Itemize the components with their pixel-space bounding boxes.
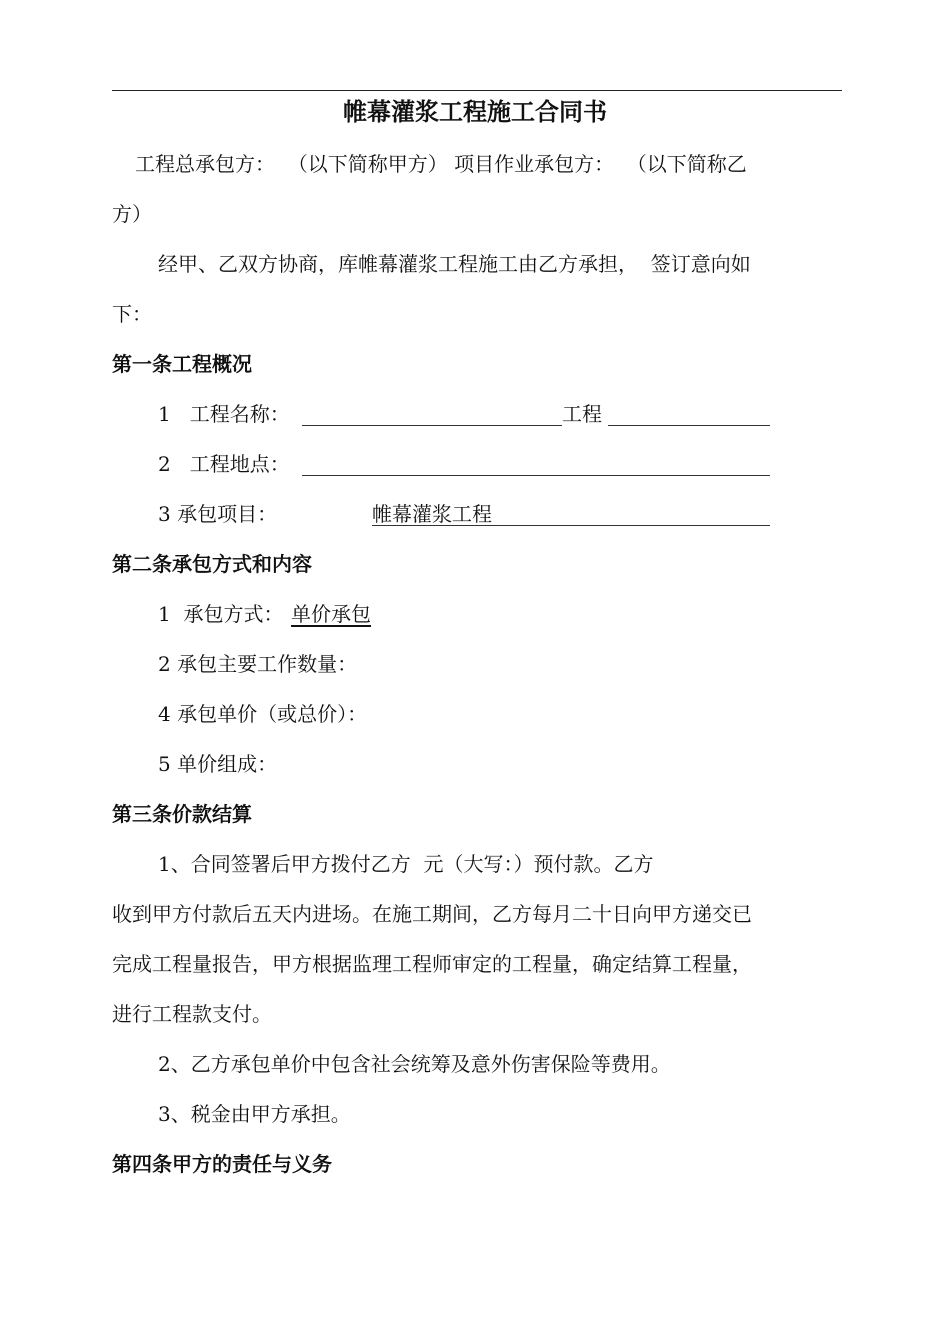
article-4-heading: 第四条甲方的责任与义务 — [112, 1152, 332, 1176]
project-name-blank-2 — [608, 425, 770, 426]
settlement-p3: 3、税金由甲方承担。 — [158, 1102, 351, 1126]
contract-method-value: 单价承包 — [291, 602, 371, 626]
parties-line-2: 方） — [112, 202, 152, 226]
price-composition-label: 5 单价组成： — [158, 752, 278, 776]
project-location-label: 2 工程地点： — [158, 452, 290, 476]
project-name-label: 1 工程名称： — [158, 402, 290, 426]
project-name-suffix: 工程 — [562, 402, 602, 426]
settlement-p2: 2、乙方承包单价中包含社会统筹及意外伤害保险等费用。 — [158, 1052, 671, 1076]
document-title: 帷幕灌浆工程施工合同书 — [343, 98, 607, 126]
work-quantity-label: 2 承包主要工作数量： — [158, 652, 358, 676]
contract-item-label: 3 承包项目： — [158, 502, 278, 526]
article-1-heading: 第一条工程概况 — [112, 352, 252, 376]
header-rule — [112, 90, 842, 91]
contract-item-blank — [372, 525, 770, 526]
settlement-p1-line-2: 收到甲方付款后五天内进场。在施工期间，乙方每月二十日向甲方递交已 — [112, 902, 752, 926]
article-2-heading: 第二条承包方式和内容 — [112, 552, 312, 576]
settlement-p1-line-4: 进行工程款支付。 — [112, 1002, 272, 1026]
unit-price-label: 4 承包单价（或总价）： — [158, 702, 368, 726]
intro-line-2: 下： — [112, 302, 152, 326]
parties-line-1: 工程总承包方： （以下简称甲方） 项目作业承包方： （以下简称乙 — [135, 152, 747, 176]
intro-line-1: 经甲、乙双方协商，库帷幕灌浆工程施工由乙方承担， 签订意向如 — [158, 252, 751, 276]
contract-item-value: 帷幕灌浆工程 — [372, 502, 492, 526]
project-location-blank — [302, 475, 770, 476]
article-3-heading: 第三条价款结算 — [112, 802, 252, 826]
settlement-p1-line-3: 完成工程量报告，甲方根据监理工程师审定的工程量，确定结算工程量， — [112, 952, 752, 976]
settlement-p1-line-1: 1、合同签署后甲方拨付乙方 元（大写：）预付款。乙方 — [158, 852, 654, 876]
project-name-blank — [302, 425, 562, 426]
contract-method-label: 1 承包方式： — [158, 602, 284, 626]
